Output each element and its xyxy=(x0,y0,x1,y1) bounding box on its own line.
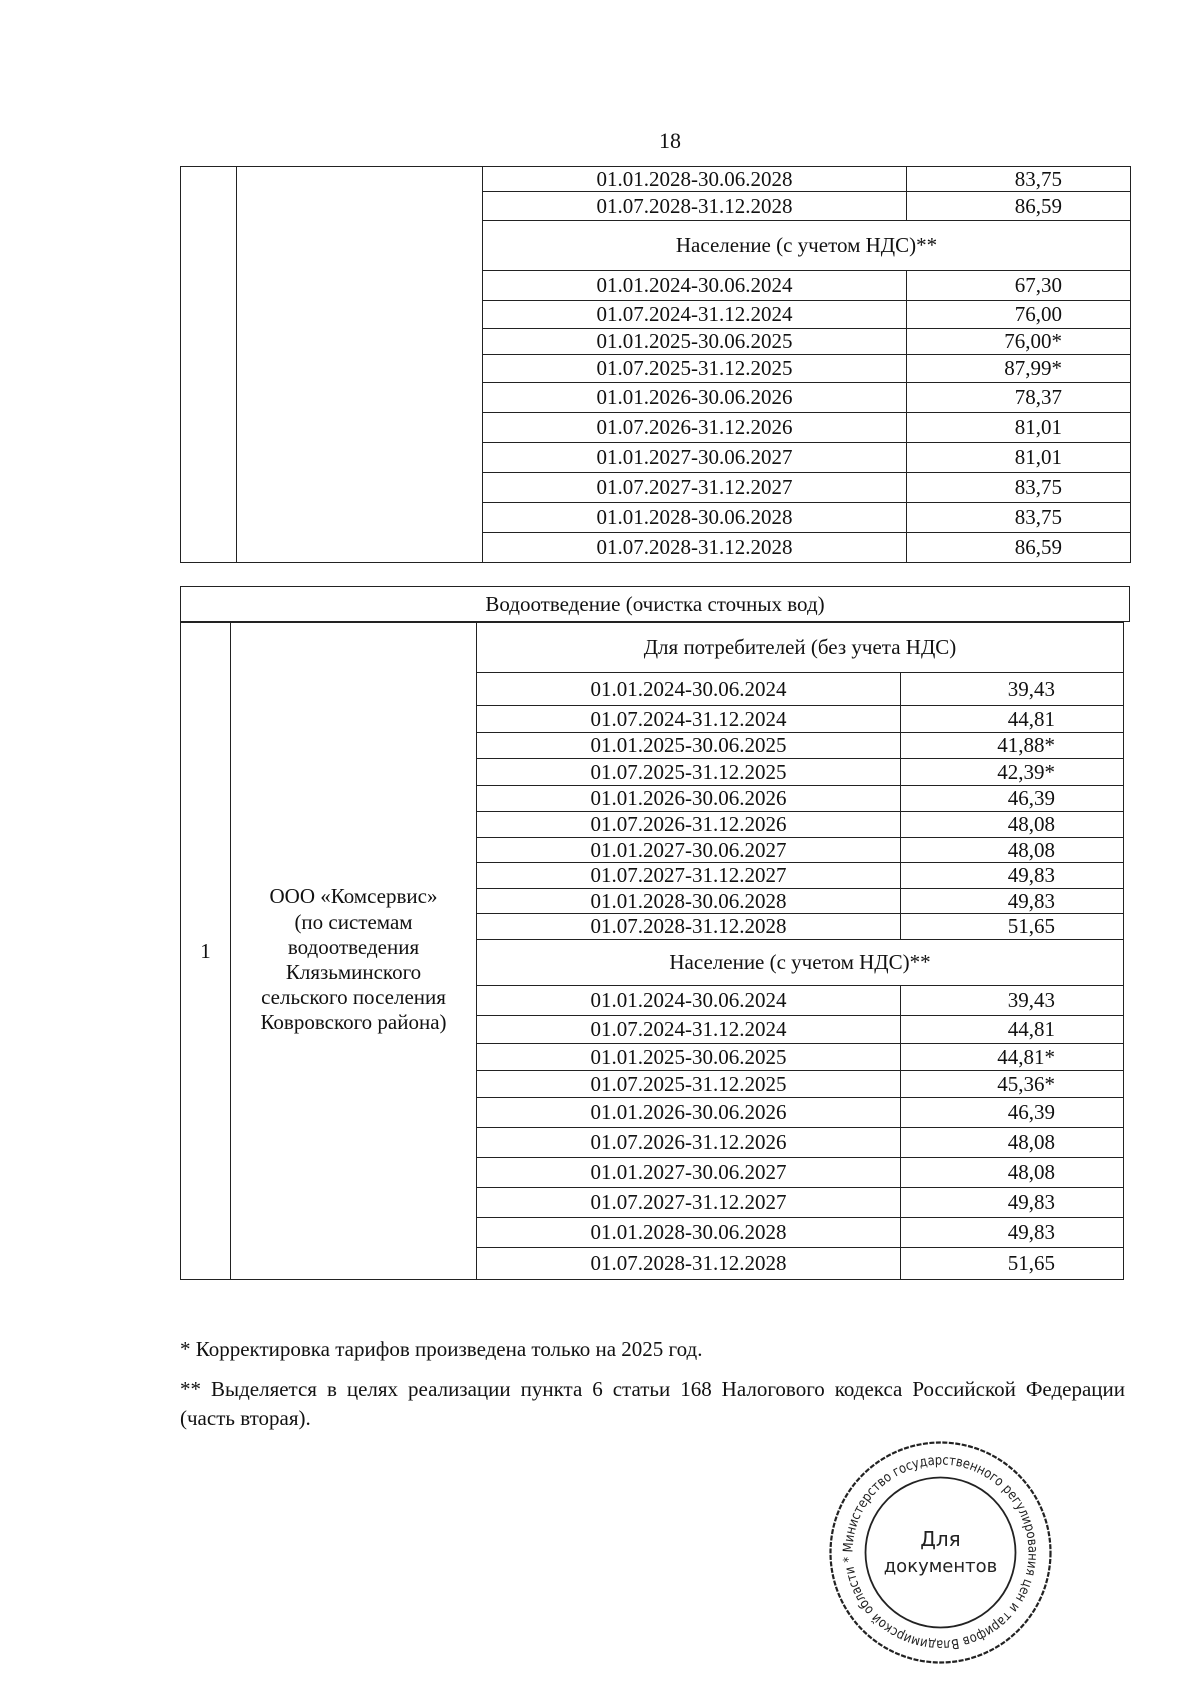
page-number: 18 xyxy=(659,128,681,153)
tariff-cell: 81,01 xyxy=(907,443,1131,473)
tariff-cell: 44,81 xyxy=(901,1016,1124,1044)
tariff-cell: 46,39 xyxy=(901,1098,1124,1128)
period-cell: 01.01.2028-30.06.2028 xyxy=(477,1218,901,1248)
tariff-cell: 44,81 xyxy=(901,706,1124,733)
tariff-cell: 49,83 xyxy=(901,1218,1124,1248)
period-cell: 01.07.2026-31.12.2026 xyxy=(477,1128,901,1158)
stamp-outer-ring xyxy=(831,1443,1051,1663)
period-cell: 01.07.2028-31.12.2028 xyxy=(483,533,907,563)
organization-line: Ковровского района) xyxy=(260,1010,447,1035)
organization-line: (по системам xyxy=(294,909,413,934)
section-title-table xyxy=(180,586,1130,622)
period-cell: 01.01.2024-30.06.2024 xyxy=(483,271,907,301)
tariff-cell: 81,01 xyxy=(907,413,1131,443)
tariff-cell: 48,08 xyxy=(901,838,1124,863)
row-number-cell: 1 xyxy=(181,623,231,1280)
period-cell: 01.01.2028-30.06.2028 xyxy=(483,167,907,192)
organization-cell xyxy=(231,623,477,1280)
period-cell: 01.07.2024-31.12.2024 xyxy=(483,301,907,329)
organization-line: сельского поселения xyxy=(261,985,446,1010)
row-number-cell xyxy=(181,167,237,563)
period-cell: 01.07.2024-31.12.2024 xyxy=(477,706,901,733)
tariff-cell: 78,37 xyxy=(907,383,1131,413)
tariff-cell: 76,00 xyxy=(907,301,1131,329)
footnotes xyxy=(180,1335,1125,1444)
section-title: Водоотведение (очистка сточных вод) xyxy=(181,587,1130,622)
consumers-header: Для потребителей (без учета НДС) xyxy=(477,623,1124,673)
period-cell: 01.07.2025-31.12.2025 xyxy=(477,759,901,786)
tariff-cell: 83,75 xyxy=(907,473,1131,503)
population-header: Население (с учетом НДС)** xyxy=(477,940,1124,986)
tariff-cell: 48,08 xyxy=(901,1128,1124,1158)
tariff-cell: 41,88* xyxy=(901,733,1124,759)
upper-tariff-table xyxy=(180,166,1131,563)
organization-cell xyxy=(237,167,483,563)
period-cell: 01.01.2027-30.06.2027 xyxy=(477,1158,901,1188)
period-cell: 01.07.2028-31.12.2028 xyxy=(477,1248,901,1280)
organization-line: водоотведения xyxy=(287,934,420,959)
period-cell: 01.01.2026-30.06.2026 xyxy=(477,786,901,812)
tariff-cell: 39,43 xyxy=(901,986,1124,1016)
period-cell: 01.01.2027-30.06.2027 xyxy=(483,443,907,473)
stamp-center-line-2: документов xyxy=(883,1556,998,1577)
tariff-cell: 49,83 xyxy=(901,1188,1124,1218)
period-cell: 01.07.2027-31.12.2027 xyxy=(477,863,901,889)
stamp-ring-text xyxy=(840,1452,1040,1652)
stamp-ring-text-path: Министерство государственного регулирования цен и тарифов Владимирской области * xyxy=(840,1452,1041,1653)
tariff-cell: 48,08 xyxy=(901,812,1124,838)
period-cell: 01.01.2028-30.06.2028 xyxy=(477,889,901,914)
tariff-cell: 83,75 xyxy=(907,503,1131,533)
period-cell: 01.01.2026-30.06.2026 xyxy=(483,383,907,413)
period-cell: 01.01.2024-30.06.2024 xyxy=(477,673,901,706)
tariff-cell: 86,59 xyxy=(907,192,1131,221)
period-cell: 01.07.2025-31.12.2025 xyxy=(477,1071,901,1098)
tariff-cell: 48,08 xyxy=(901,1158,1124,1188)
tariff-cell: 67,30 xyxy=(907,271,1131,301)
period-cell: 01.07.2028-31.12.2028 xyxy=(477,914,901,940)
period-cell: 01.01.2028-30.06.2028 xyxy=(483,503,907,533)
period-cell: 01.07.2026-31.12.2026 xyxy=(477,812,901,838)
tariff-cell: 87,99* xyxy=(907,355,1131,383)
tariff-cell: 46,39 xyxy=(901,786,1124,812)
tariff-cell: 76,00* xyxy=(907,329,1131,355)
stamp-inner-ring xyxy=(866,1478,1016,1628)
tariff-cell: 86,59 xyxy=(907,533,1131,563)
official-stamp xyxy=(828,1440,1053,1665)
period-cell: 01.07.2024-31.12.2024 xyxy=(477,1016,901,1044)
tariff-cell: 83,75 xyxy=(907,167,1131,192)
tariff-cell: 39,43 xyxy=(901,673,1124,706)
period-cell: 01.01.2025-30.06.2025 xyxy=(477,733,901,759)
period-cell: 01.07.2026-31.12.2026 xyxy=(483,413,907,443)
tariff-cell: 44,81* xyxy=(901,1044,1124,1071)
period-cell: 01.07.2027-31.12.2027 xyxy=(477,1188,901,1218)
stamp-center-line-1: Для xyxy=(920,1527,961,1551)
tariff-cell: 51,65 xyxy=(901,914,1124,940)
period-cell: 01.01.2025-30.06.2025 xyxy=(477,1044,901,1071)
period-cell: 01.01.2025-30.06.2025 xyxy=(483,329,907,355)
tariff-cell: 49,83 xyxy=(901,889,1124,914)
footnote-2: ** Выделяется в целях реализации пункта 6 статьи 168 Налогового кодекса Российской Федерации (часть вторая). xyxy=(180,1377,1125,1430)
period-cell: 01.01.2027-30.06.2027 xyxy=(477,838,901,863)
period-cell: 01.01.2024-30.06.2024 xyxy=(477,986,901,1016)
period-cell: 01.01.2026-30.06.2026 xyxy=(477,1098,901,1128)
tariff-cell: 42,39* xyxy=(901,759,1124,786)
period-cell: 01.07.2027-31.12.2027 xyxy=(483,473,907,503)
organization-line: Клязьминского xyxy=(285,960,422,984)
tariff-cell: 45,36* xyxy=(901,1071,1124,1098)
population-header: Население (с учетом НДС)** xyxy=(483,221,1131,271)
tariff-cell: 51,65 xyxy=(901,1248,1124,1280)
period-cell: 01.07.2028-31.12.2028 xyxy=(483,192,907,221)
tariff-cell: 49,83 xyxy=(901,863,1124,889)
organization-line: ООО «Комсервис» xyxy=(269,884,438,909)
footnote-1: * Корректировка тарифов произведена только на 2025 год. xyxy=(180,1337,703,1361)
period-cell: 01.07.2025-31.12.2025 xyxy=(483,355,907,383)
lower-tariff-table xyxy=(180,622,1124,1280)
